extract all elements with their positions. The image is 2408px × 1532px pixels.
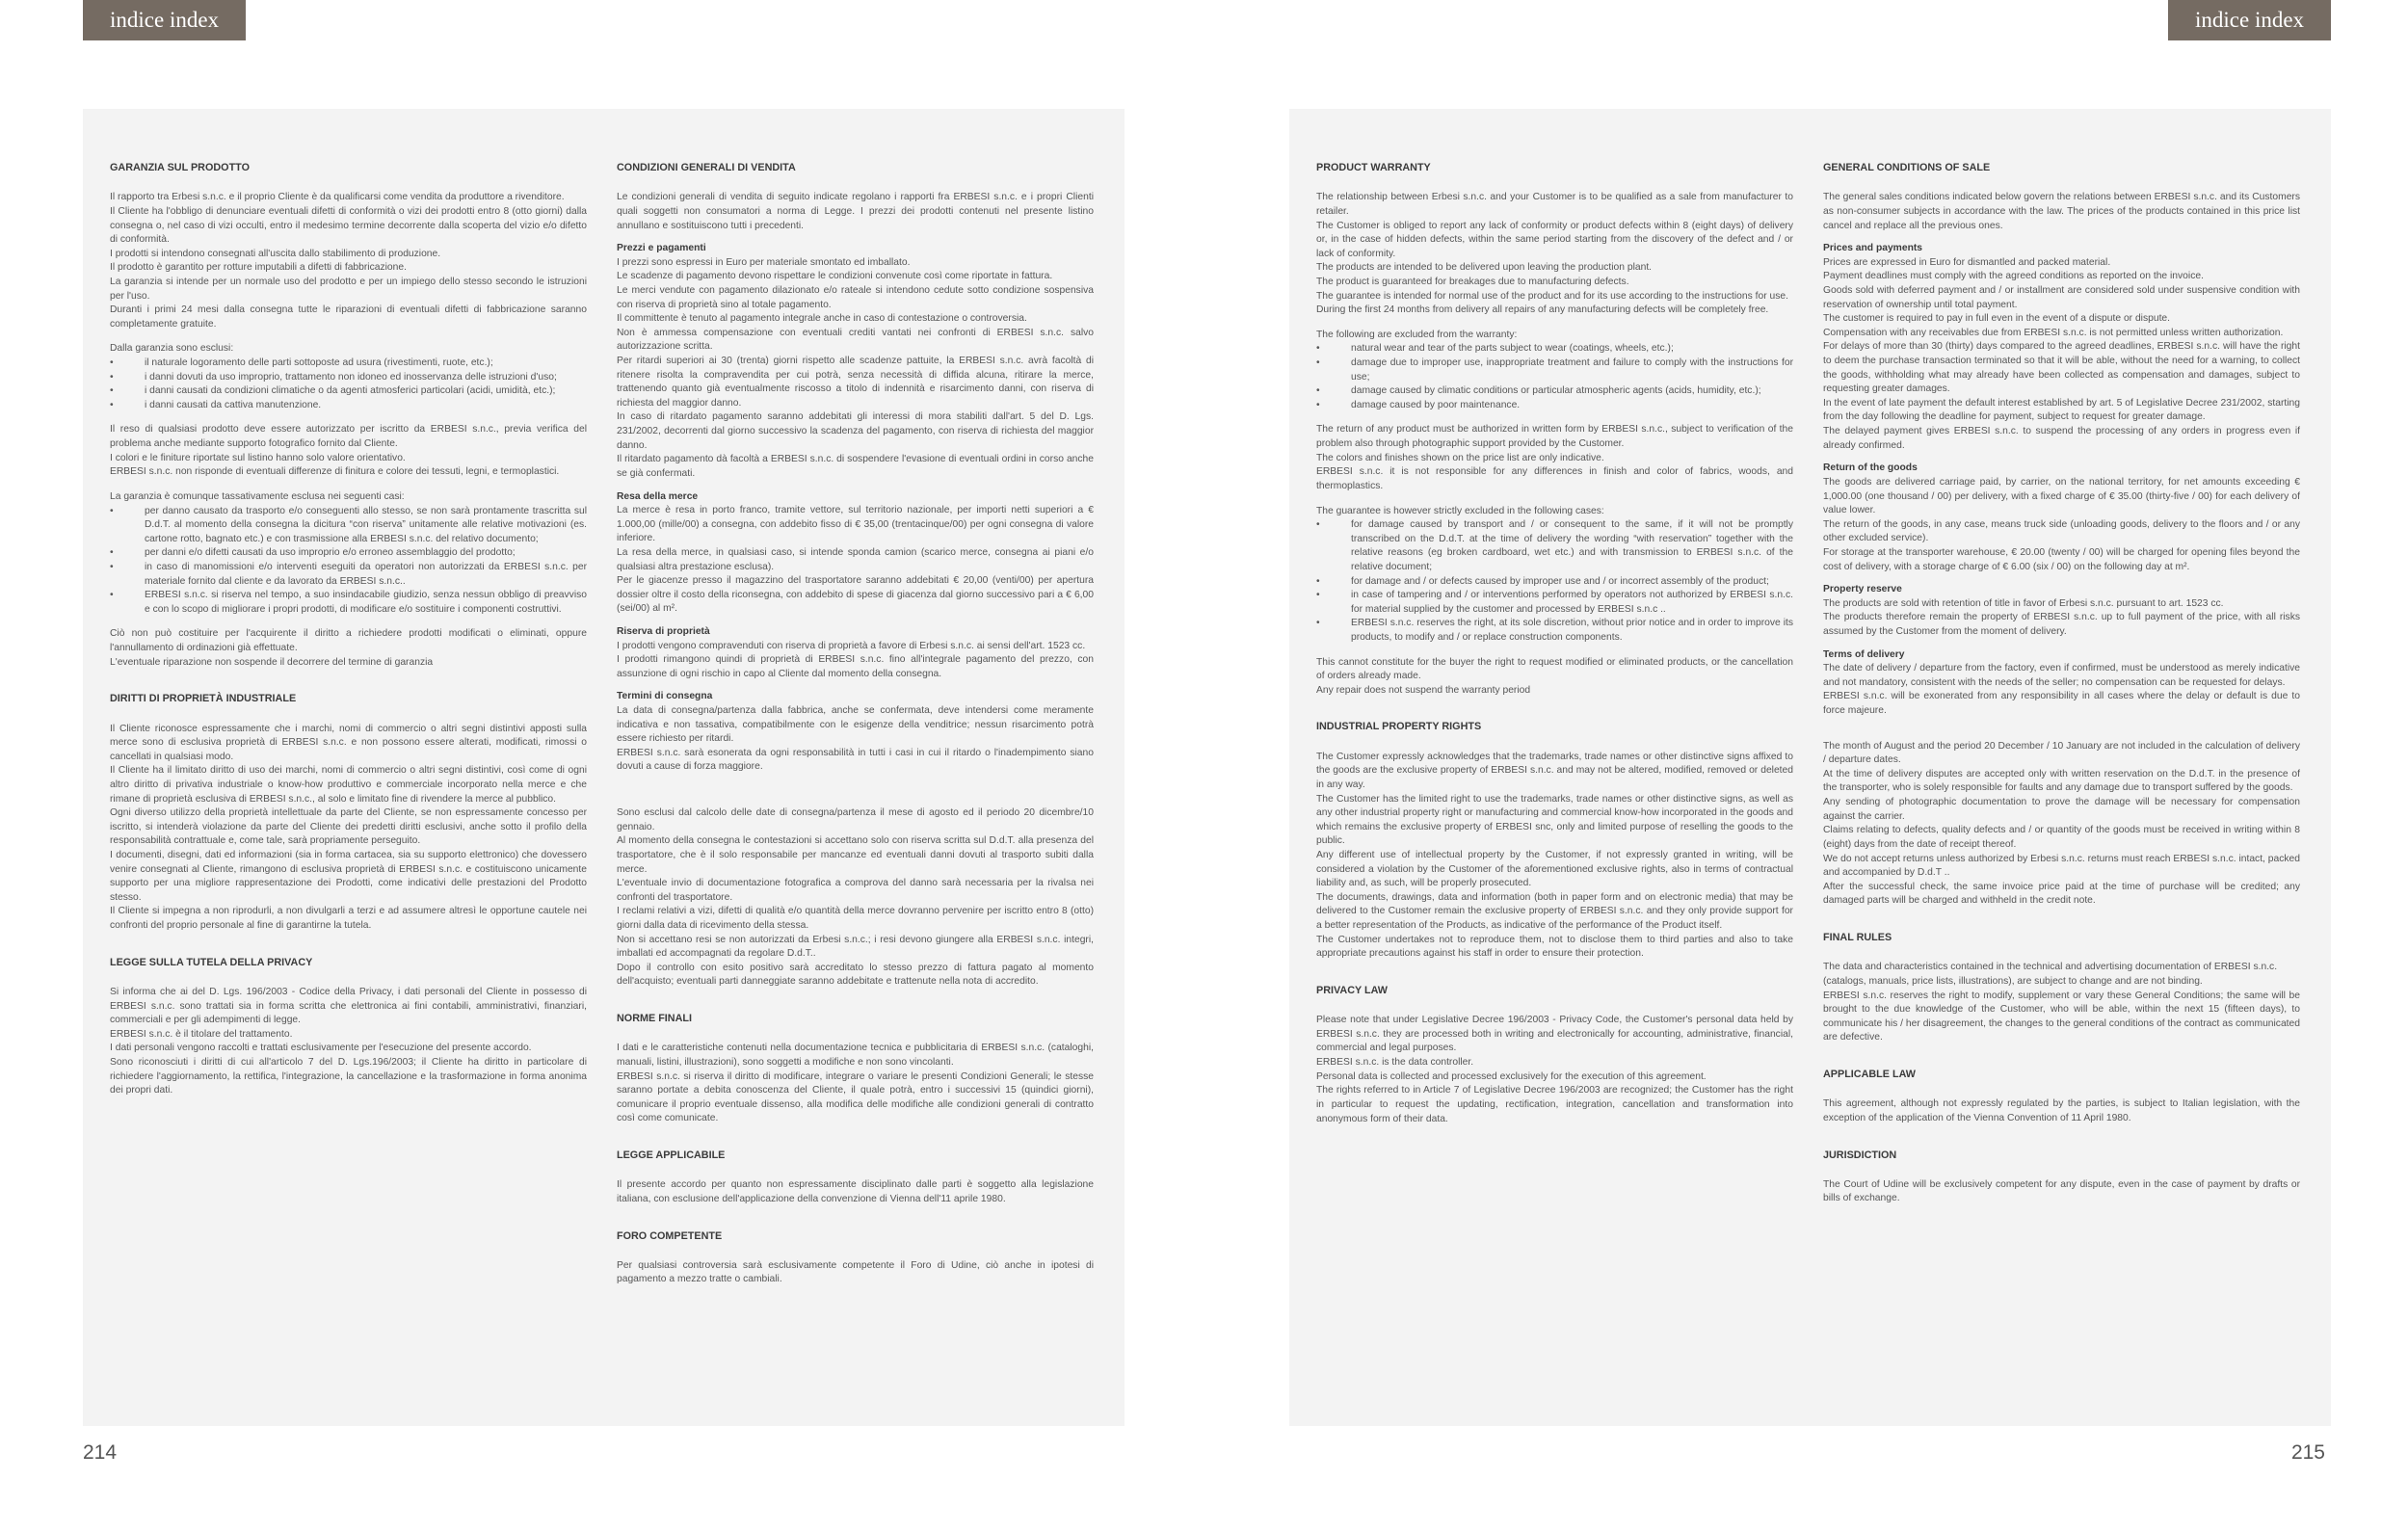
paragraph: The guarantee is intended for normal use of the product and for its use according to the instructions for use.	[1316, 290, 1788, 302]
paragraph: Il ritardato pagamento dà facoltà a ERBESI s.n.c. di sospendere l'evasione di eventuali ordini in corso anche se già confermati.	[617, 454, 1094, 479]
section	[1823, 1149, 2300, 1207]
section-title: LEGGE SULLA TUTELA DELLA PRIVACY	[110, 956, 313, 968]
spacer	[110, 412, 587, 423]
section-title: LEGGE APPLICABILE	[617, 1149, 726, 1161]
paragraph: For storage at the transporter warehouse, € 20.00 (twenty / 00) will be charged for opening files beyond the cost of delivery, with a storage charge of € 6.00 (six / 00) on the following day at m².	[1823, 546, 2300, 572]
paragraph: Compensation with any receivables due from ERBESI s.n.c. is not permitted unless written authorization.	[1823, 327, 2284, 338]
paragraph: Goods sold with deferred payment and / or installment are considered sold under suspensive condition with reservation of ownership until total payment.	[1823, 284, 2300, 310]
page-215-panel	[1289, 109, 2331, 1426]
paragraph: L'eventuale invio di documentazione fotografica a comprova del danno sarà necessaria per la rivalsa nei confronti del trasportatore.	[617, 878, 1094, 903]
section-title: INDUSTRIAL PROPERTY RIGHTS	[1316, 721, 1482, 733]
paragraph: The date of delivery / departure from the factory, even if confirmed, must be understood as merely indicative and not mandatory, consistent with the needs of the seller; no compensation can be requested for delays.	[1823, 663, 2300, 688]
paragraph: Ogni diverso utilizzo della proprietà intellettuale da parte del Cliente, se non espressamente concesso per iscritto, si intenderà violazione da parte del Cliente dei predetti diritti esclusivi, anche sotto il profilo della responsabilità contrattuale e, come tale, sarà propriamente perseguito.	[110, 807, 587, 847]
paragraph: ERBESI s.n.c. non risponde di eventuali differenze di finitura e colore dei tessuti, legni, e termoplastici.	[110, 466, 560, 478]
paragraph: In caso di ritardato pagamento saranno addebitati gli interessi di mora stabiliti dall'art. 5 del D. Lgs. 231/2002, decorrenti dal giorno successivo la scadenza del pagamento, con riserva di richiesta del maggior danno.	[617, 411, 1094, 451]
italian-column-2	[617, 161, 1094, 1309]
paragraph: I prezzi sono espressi in Euro per materiale smontato ed imballato.	[617, 256, 911, 268]
italian-column-1	[110, 161, 587, 1121]
paragraph: Prices are expressed in Euro for dismantled and packed material.	[1823, 256, 2111, 268]
subheading: Prezzi e pagamenti	[617, 243, 706, 254]
bullet-item: • natural wear and tear of the parts subject to wear (coatings, wheels, etc.);	[1316, 342, 1793, 357]
section-title: PRIVACY LAW	[1316, 984, 1388, 996]
paragraph: Per le giacenze presso il magazzino del trasportatore saranno addebitati € 20,00 (venti/00) per apertura dossier oltre il costo della riconsegna, con addebito di spese di giacenza dal giorno successivo pari a € 6,00 (sei/00) al m².	[617, 575, 1094, 615]
paragraph: This cannot constitute for the buyer the right to request modified or eliminated products, or the cancellation of orders already made.	[1316, 656, 1793, 682]
paragraph: Personal data is collected and processed exclusively for the execution of this agreement.	[1316, 1070, 1707, 1082]
paragraph: The delayed payment gives ERBESI s.n.c. to suspend the processing of any orders in progress even if already confirmed.	[1823, 426, 2300, 451]
subheading: Riserva di proprietà	[617, 626, 710, 637]
bullet-list	[110, 357, 587, 412]
section-title: GENERAL CONDITIONS OF SALE	[1823, 162, 1991, 173]
bullet-item: • ERBESI s.n.c. reserves the right, at its sole discretion, without prior notice and in order to improve its products, to modify and / or replace construction components.	[1316, 617, 1793, 645]
paragraph: ERBESI s.n.c. sarà esonerata da ogni responsabilità in tutti i casi in cui il ritardo o l'inadempimento siano dovuti a cause di forza maggiore.	[617, 747, 1094, 773]
bullet-item: • for damage caused by transport and / or consequent to the same, if it will not be promptly transcribed on the D.d.T. at the time of delivery the wording “with reservation” together with the relative reasons (eg broken cardboard, wet etc.) and with transmission to ERBESI s.n.c. of the relative document;	[1316, 518, 1793, 574]
section	[1823, 161, 2300, 909]
paragraph: Il Cliente ha il limitato diritto di uso dei marchi, nomi di commercio o altri segni distintivi, così come di ogni altro diritto di privativa industriale o know-how produttivo e commerciale incorporato nella merce e che rimane di proprietà esclusiva di ERBESI s.n.c., al solo e limitato fine di rivendere la merce al pubblico.	[110, 765, 587, 805]
subheading: Return of the goods	[1823, 462, 1918, 474]
paragraph: Non si accettano resi se non autorizzati da Erbesi s.n.c.; i resi devono giungere alla ERBESI s.n.c. integri, imballati ed accompagnati da regolare D.d.T..	[617, 934, 1094, 960]
paragraph: The guarantee is however strictly excluded in the following cases:	[1316, 505, 1604, 516]
spacer	[1823, 719, 2300, 729]
paragraph: I prodotti rimangono quindi di proprietà di ERBESI s.n.c. fino all'integrale pagamento del prezzo, con assunzione di ogni rischio in capo al Cliente dal momento della consegna.	[617, 654, 1094, 679]
spacer	[1316, 646, 1793, 656]
paragraph: Dopo il controllo con esito positivo sarà accreditato lo stesso prezzo di fattura pagato al momento dell'acquisto; eventuali parti danneggiate saranno addebitate e trattenute nella nota di accredito.	[617, 962, 1094, 988]
paragraph: Il Cliente si impegna a non riprodurli, a non divulgarli a terzi e ad assumere altresì le opportune cautele nei confronti del proprio personale al fine di garantirne la tutela.	[110, 906, 587, 932]
section-title: FINAL RULES	[1823, 931, 1892, 943]
section	[617, 1012, 1094, 1126]
section-title: PRODUCT WARRANTY	[1316, 162, 1431, 173]
paragraph: The Court of Udine will be exclusively competent for any dispute, even in the case of payment by drafts or bills of exchange.	[1823, 1178, 2300, 1204]
paragraph: The Customer is obliged to report any lack of conformity or product defects within 8 (eight days) of delivery or, in the case of hidden defects, within the same period starting from the discovery of the defect and / or lack of conformity.	[1316, 220, 1793, 259]
section	[1316, 161, 1793, 698]
subheading: Prices and payments	[1823, 243, 1923, 254]
bullet-item: • for damage and / or defects caused by improper use and / or incorrect assembly of the product;	[1316, 575, 1793, 590]
paragraph: ERBESI s.n.c. is the data controller.	[1316, 1057, 1474, 1069]
paragraph: I dati personali vengono raccolti e trattati esclusivamente per l'esecuzione del presente accordo.	[110, 1043, 532, 1054]
english-column-2	[1823, 161, 2300, 1228]
paragraph: The colors and finishes shown on the price list are only indicative.	[1316, 452, 1604, 463]
spacer	[110, 331, 587, 342]
section-title: NORME FINALI	[617, 1013, 692, 1025]
paragraph: Claims relating to defects, quality defects and / or quantity of the goods must be received in writing within 8 (eight) days from the date of receipt thereof.	[1823, 825, 2300, 850]
paragraph: The month of August and the period 20 December / 10 January are not included in the calculation of delivery / departure dates.	[1823, 740, 2300, 766]
paragraph: We do not accept returns unless authorized by Erbesi s.n.c. returns must reach ERBESI s.n.c. intact, packed and accompanied by D.d.T ..	[1823, 853, 2300, 879]
paragraph: Il rapporto tra Erbesi s.n.c. e il proprio Cliente è da qualificarsi come vendita da produttore a rivenditore.	[110, 192, 565, 203]
spacer	[617, 785, 1094, 796]
paragraph: Le condizioni generali di vendita di seguito indicate regolano i rapporti fra ERBESI s.n.c. e i propri Clienti quali soggetti non consumatori a norma di Legge. I prezzi dei prodotti contenuti nel presente listino annullano e sostituiscono tutti i precedenti.	[617, 192, 1094, 231]
paragraph: Per qualsiasi controversia sarà esclusivamente competente il Foro di Udine, ciò anche in ipotesi di pagamento a mezzo tratte o cambiali.	[617, 1259, 1094, 1285]
section	[617, 1149, 1094, 1207]
section	[617, 161, 1094, 990]
paragraph: I prodotti si intendono consegnati all'uscita dallo stabilimento di produzione.	[110, 248, 441, 259]
paragraph: ERBESI s.n.c. will be exonerated from any responsibility in all cases where the delay or default is due to force majeure.	[1823, 691, 2300, 717]
paragraph: I reclami relativi a vizi, difetti di qualità e/o quantità della merce dovranno pervenire per iscritto entro 8 (otto) giorni dalla data di ricevimento della stessa.	[617, 906, 1094, 931]
paragraph: Non è ammessa compensazione con eventuali crediti vantati nei confronti di ERBESI s.n.c. salvo autorizzazione scritta.	[617, 327, 1094, 353]
bullet-item: • damage caused by climatic conditions or particular atmospheric agents (acids, humidity, etc.);	[1316, 384, 1793, 399]
bullet-item: • ERBESI s.n.c. si riserva nel tempo, a suo insindacabile giudizio, senza nessun obbligo di preavviso e con lo scopo di migliorare i propri prodotti, di modificare e/o sostituire i componenti costruttivi.	[110, 589, 587, 617]
paragraph: The products therefore remain the property of ERBESI s.n.c. up to full payment of the price, with all risks assumed by the Customer from the moment of delivery.	[1823, 612, 2300, 637]
paragraph: Si informa che ai del D. Lgs. 196/2003 - Codice della Privacy, i dati personali del Cliente in possesso di ERBESI s.n.c. sono trattati sia in forma scritta che elettronica ai fini contabili, amministrativi, finanziari, commerciali e per gli adempimenti di legge.	[110, 987, 587, 1026]
subheading: Termini di consegna	[617, 691, 713, 702]
paragraph: Per ritardi superiori ai 30 (trenta) giorni rispetto alle scadenze pattuite, la ERBESI s.n.c. avrà facoltà di ritenere risolta la compravendita per cui potrà, senza necessità di diffida alcuna, ritirare la merce, trattenendo quanto già eventualmente riscosso a titolo di indennità e risarcimento danni, con riserva di richiesta del maggior danno.	[617, 356, 1094, 409]
paragraph: The following are excluded from the warranty:	[1316, 329, 1518, 340]
index-tab-right[interactable]: indice index	[2168, 0, 2331, 40]
section-title: JURISDICTION	[1823, 1149, 1897, 1161]
paragraph: I dati e le caratteristiche contenuti nella documentazione tecnica e pubblicitaria di ERBESI s.n.c. (cataloghi, manuali, listini, illustrazioni), sono soggetti a modifiche e non sono vincolanti.	[617, 1043, 1094, 1068]
paragraph: Any repair does not suspend the warranty period	[1316, 684, 1531, 696]
paragraph: The return of the goods, in any case, means truck side (unloading goods, delivery to the floors and / or any other excluded service).	[1823, 518, 2300, 544]
paragraph: The rights referred to in Article 7 of Legislative Decree 196/2003 are recognized; the Customer has the right in particular to request the updating, rectification, integration, cancellation and transformation into anonymous form of their data.	[1316, 1085, 1793, 1124]
paragraph: The Customer expressly acknowledges that the trademarks, trade names or other distinctive signs affixed to the goods are the exclusive property of ERBESI s.n.c. and may not be altered, modified, removed or deleted in any way.	[1316, 751, 1793, 790]
paragraph: At the time of delivery disputes are accepted only with written reservation on the D.d.T. in the presence of the transporter, who is solely responsible for faults and any damage due to transport suffered by the goods.	[1823, 768, 2300, 794]
section	[110, 161, 587, 670]
bullet-item: • damage caused by poor maintenance.	[1316, 399, 1793, 413]
section-title: APPLICABLE LAW	[1823, 1068, 1916, 1080]
paragraph: During the first 24 months from delivery all repairs of any manufacturing defects will be completely free.	[1316, 304, 1769, 316]
paragraph: The Customer has the limited right to use the trademarks, trade names or other distinctive signs, as well as any other industrial property right or manufacturing and commercial know-how incorporated in the goods and which remains the exclusive property of ERBESI snc, only and limited purpose of reselling the goods to the public.	[1316, 793, 1793, 847]
bullet-item: • damage due to improper use, inappropriate treatment and failure to comply with the instructions for use;	[1316, 357, 1793, 384]
section	[1316, 984, 1793, 1126]
paragraph: The customer is required to pay in full even in the event of a dispute or dispute.	[1823, 313, 2171, 325]
paragraph: Sono riconosciuti i diritti di cui all'articolo 7 del D. Lgs.196/2003; il Cliente ha diritto in particolare di richiedere l'aggiornamento, la rettifica, l'integrazione, la cancellazione e la trasformazione in forma anonima dei propri dati.	[110, 1057, 587, 1096]
paragraph: L'eventuale riparazione non sospende il decorrere del termine di garanzia	[110, 656, 434, 668]
paragraph: La garanzia si intende per un normale uso del prodotto e per un impiego dello stesso secondo le istruzioni per l'uso.	[110, 276, 587, 302]
paragraph: Le scadenze di pagamento devono rispettare le condizioni convenute così come riportate in fattura.	[617, 271, 1053, 282]
bullet-item: • per danno causato da trasporto e/o conseguenti allo stesso, se non sarà prontamente trascritta sul D.d.T. al momento della consegna la dicitura “con riserva” unitamente alle relative motivazioni (es. cartone rotto, bagnato etc.) e con trasmissione alla ERBESI s.n.c. del relativo documento;	[110, 505, 587, 547]
paragraph: For delays of more than 30 (thirty) days compared to the agreed deadlines, ERBESI s.n.c. will have the right to deem the purchase transaction terminated so that it will be able, without the need for a warning, to collect the goods, withholding what may already have been collected as compensation and damages, subject to requesting greater damages.	[1823, 341, 2300, 395]
paragraph: La merce è resa in porto franco, tramite vettore, sul territorio nazionale, per importi netti superiori a € 1.000,00 (mille/00) a consegna, con addebito fisso di € 35,00 (trentacinque/00) per ogni consegna di valore inferiore.	[617, 505, 1094, 544]
spacer	[1316, 412, 1793, 423]
bullet-item: • i danni dovuti da uso improprio, trattamento non idoneo ed inosservanza delle istruzioni d'uso;	[110, 371, 587, 385]
paragraph: The Customer undertakes not to reproduce them, not to disclose them to third parties and also to take appropriate precautions against his staff in order to ensure their protection.	[1316, 934, 1793, 960]
paragraph: Il presente accordo per quanto non espressamente disciplinato dalle parti è soggetto alla legislazione italiana, con esclusione dell'applicazione della convenzione di Vienna dell'11 aprile 1980.	[617, 1179, 1094, 1204]
paragraph: The general sales conditions indicated below govern the relations between ERBESI s.n.c. and its Customers as non-consumer subjects in accordance with the law. The prices of the products contained in this price list cancel and replace all the previous ones.	[1823, 192, 2300, 231]
section-title: FORO COMPETENTE	[617, 1229, 723, 1242]
paragraph: After the successful check, the same invoice price paid at the time of purchase will be credited; any damaged parts will be charged and withheld in the credit note.	[1823, 881, 2300, 907]
paragraph: La garanzia è comunque tassativamente esclusa nei seguenti casi:	[110, 490, 405, 502]
paragraph: The data and characteristics contained in the technical and advertising documentation of ERBESI s.n.c.	[1823, 962, 2278, 973]
paragraph: Il Cliente riconosce espressamente che i marchi, nomi di commercio o altri segni distintivi apposti sulla merce sono di esclusiva proprietà di ERBESI s.n.c. e non possono essere alterati, modificati, rimossi o cancellati in qualsiasi modo.	[110, 723, 587, 762]
paragraph: Payment deadlines must comply with the agreed conditions as reported on the invoice.	[1823, 271, 2204, 282]
paragraph: (catalogs, manuals, price lists, illustrations), are subject to change and are not binding.	[1823, 975, 2203, 987]
paragraph: The documents, drawings, data and information (both in paper form and on electronic media) that may be delivered to the Customer remain the exclusive property of ERBESI s.n.c. and they only provide support for a better representation of the Products, as indicative of the performance of the Product itself.	[1316, 891, 1793, 932]
page-number-left: 214	[83, 1441, 118, 1464]
paragraph: The relationship between Erbesi s.n.c. and your Customer is to be qualified as a sale from manufacturer to retailer.	[1316, 192, 1793, 217]
spacer	[1316, 318, 1793, 329]
section	[1823, 1068, 2300, 1126]
paragraph: Any different use of intellectual property by the Customer, if not expressly granted in writing, will be considered a violation by the Customer of the aforementioned exclusive rights, also in terms of contractual liability and, as such, will be properly prosecuted.	[1316, 850, 1793, 889]
subheading: Property reserve	[1823, 584, 1902, 595]
bullet-list	[1316, 518, 1793, 645]
section-title: DIRITTI DI PROPRIETÀ INDUSTRIALE	[110, 693, 297, 705]
paragraph: Le merci vendute con pagamento dilazionato e/o rateale si intendono cedute sotto condizione sospensiva con riserva di proprietà sino al totale pagamento.	[617, 284, 1094, 310]
paragraph: Il reso di qualsiasi prodotto deve essere autorizzato per iscritto da ERBESI s.n.c., previa verifica del problema anche mediante supporto fotografico fornito dal Cliente.	[110, 424, 587, 450]
paragraph: The products are sold with retention of title in favor of Erbesi s.n.c. pursuant to art. 1523 cc.	[1823, 597, 2224, 609]
bullet-item: • i danni causati da condizioni climatiche o da agenti atmosferici particolari (acidi, umidità, etc.);	[110, 384, 587, 399]
paragraph: I documenti, disegni, dati ed informazioni (sia in forma cartacea, sia su supporto elettronico) che dovessero venire consegnati al Cliente, rimangono di esclusiva proprietà di ERBESI s.n.c. e costituiscono unicamente supporto per una migliore rappresentazione dei Prodotti, come indicativi delle prestazioni del Prodotto stesso.	[110, 850, 587, 903]
paragraph: La data di consegna/partenza dalla fabbrica, anche se confermata, deve intendersi come meramente indicativa e non tassativa, compatibilmente con le esigenze della venditrice; nessun risarcimento potrà essere richiesto per ritardi.	[617, 705, 1094, 745]
paragraph: Al momento della consegna le contestazioni si accettano solo con riserva scritta sul D.d.T. alla presenza del trasportatore, che è il solo responsabile per mancanze ed eventuali danni dovuti al trasporto subiti dalla merce.	[617, 835, 1094, 875]
paragraph: Il Cliente ha l'obbligo di denunciare eventuali difetti di conformità o vizi dei prodotti entro 8 (otto giorni) dalla consegna o, nel caso di vizi occulti, entro il medesimo termine decorrente dalla scoperta del vizio e/o difetto di conformità.	[110, 205, 587, 246]
paragraph: Duranti i primi 24 mesi dalla consegna tutte le riparazioni di eventuali difetti di fabbricazione saranno completamente gratuite.	[110, 304, 587, 330]
paragraph: This agreement, although not expressly regulated by the parties, is subject to Italian legislation, with the exception of the application of the Vienna Convention of 11 April 1980.	[1823, 1098, 2300, 1123]
paragraph: In the event of late payment the default interest established by art. 5 of Legislative Decree 231/2002, starting from the day following the deadline for payment, subject to request for greater damage.	[1823, 397, 2300, 423]
paragraph: The product is guaranteed for breakages due to manufacturing defects.	[1316, 276, 1629, 287]
section	[110, 956, 587, 1098]
page-214-panel	[83, 109, 1125, 1426]
bullet-item: • per danni e/o difetti causati da uso improprio e/o erroneo assemblaggio del prodotto;	[110, 546, 587, 561]
spacer	[1823, 729, 2300, 740]
paragraph: Sono esclusi dal calcolo delle date di consegna/partenza il mese di agosto ed il periodo 20 dicembre/10 gennaio.	[617, 807, 1094, 832]
page-number-right: 215	[2290, 1441, 2325, 1464]
bullet-item: • in case of tampering and / or interventions performed by operators not authorized by ERBESI s.n.c. for material supplied by the customer and processed by ERBESI s.n.c ..	[1316, 589, 1793, 617]
paragraph: The products are intended to be delivered upon leaving the production plant.	[1316, 262, 1653, 274]
paragraph: ERBESI s.n.c. it is not responsible for any differences in finish and color of fabrics, woods, and thermoplastics.	[1316, 466, 1793, 491]
spacer	[110, 617, 587, 627]
bullet-item: • in caso di manomissioni e/o interventi eseguiti da operatori non autorizzati da ERBESI s.n.c. per materiale fornito dal cliente e da lavorato da ERBESI s.n.c..	[110, 561, 587, 589]
bullet-item: • i danni causati da cattiva manutenzione.	[110, 399, 587, 413]
paragraph: Ciò non può costituire per l'acquirente il diritto a richiedere prodotti modificati o eliminati, oppure l'annullamento di ordinazioni già effettuate.	[110, 628, 587, 653]
subheading: Terms of delivery	[1823, 648, 1905, 660]
section	[1823, 931, 2300, 1045]
spacer	[617, 796, 1094, 806]
paragraph: I colori e le finiture riportate sul listino hanno solo valore orientativo.	[110, 452, 406, 463]
bullet-item: • il naturale logoramento delle parti sottoposte ad usura (rivestimenti, ruote, etc.);	[110, 357, 587, 371]
paragraph: Dalla garanzia sono esclusi:	[110, 343, 234, 355]
section	[617, 1229, 1094, 1288]
paragraph: Any sending of photographic documentation to prove the damage will be necessary for compensation against the carrier.	[1823, 797, 2300, 822]
section	[110, 692, 587, 933]
english-column-1	[1316, 161, 1793, 1149]
bullet-list	[1316, 342, 1793, 412]
section	[1316, 720, 1793, 961]
paragraph: Il prodotto è garantito per rotture imputabili a difetti di fabbricazione.	[110, 262, 407, 274]
subheading: Resa della merce	[617, 490, 699, 502]
spacer	[617, 775, 1094, 785]
paragraph: ERBESI s.n.c. è il titolare del trattamento.	[110, 1028, 293, 1040]
section-title: CONDIZIONI GENERALI DI VENDITA	[617, 162, 796, 173]
paragraph: ERBESI s.n.c. si riserva il diritto di modificare, integrare o variare le presenti Condizioni Generali; le stesse saranno portate a debita conoscenza del Cliente, il quale potrà, entro i successivi 15 (quindici giorni), comunicare il proprio eventuale dissenso, alla modifica delle modifiche alle condizioni generali di contratto così come comunicate.	[617, 1070, 1094, 1124]
paragraph: La resa della merce, in qualsiasi caso, si intende sponda camion (scarico merce, consegna ai piani e/o qualsiasi altra prestazione esclusa).	[617, 546, 1094, 572]
spacer	[110, 480, 587, 490]
bullet-list	[110, 505, 587, 618]
paragraph: The goods are delivered carriage paid, by carrier, on the national territory, for net amounts exceeding € 1,000.00 (one thousand / 00) per delivery, with a fixed charge of € 35.00 (thirty-five / 00) for each delivery of value lower.	[1823, 476, 2300, 516]
paragraph: The return of any product must be authorized in written form by ERBESI s.n.c., subject to verification of the problem also through photographic support provided by the Customer.	[1316, 424, 1793, 450]
spacer	[1316, 494, 1793, 505]
paragraph: ERBESI s.n.c. reserves the right to modify, supplement or vary these General Conditions; the same will be brought to the due knowledge of the Customer, who will be able, within the next 15 (fifteen days), to communicate his / her disagreement, the changes to the general conditions of the contract as communicated are defective.	[1823, 990, 2300, 1043]
section-title: GARANZIA SUL PRODOTTO	[110, 162, 250, 173]
paragraph: Please note that under Legislative Decree 196/2003 - Privacy Code, the Customer's personal data held by ERBESI s.n.c. they are processed both in writing and electronically for accounting, administrative, financial, commercial and legal purposes.	[1316, 1015, 1793, 1054]
paragraph: I prodotti vengono compravenduti con riserva di proprietà a favore di Erbesi s.n.c. ai sensi dell'art. 1523 cc.	[617, 640, 1086, 651]
index-tab-left[interactable]: indice index	[83, 0, 246, 40]
paragraph: Il committente è tenuto al pagamento integrale anche in caso di contestazione o controversia.	[617, 313, 1027, 325]
